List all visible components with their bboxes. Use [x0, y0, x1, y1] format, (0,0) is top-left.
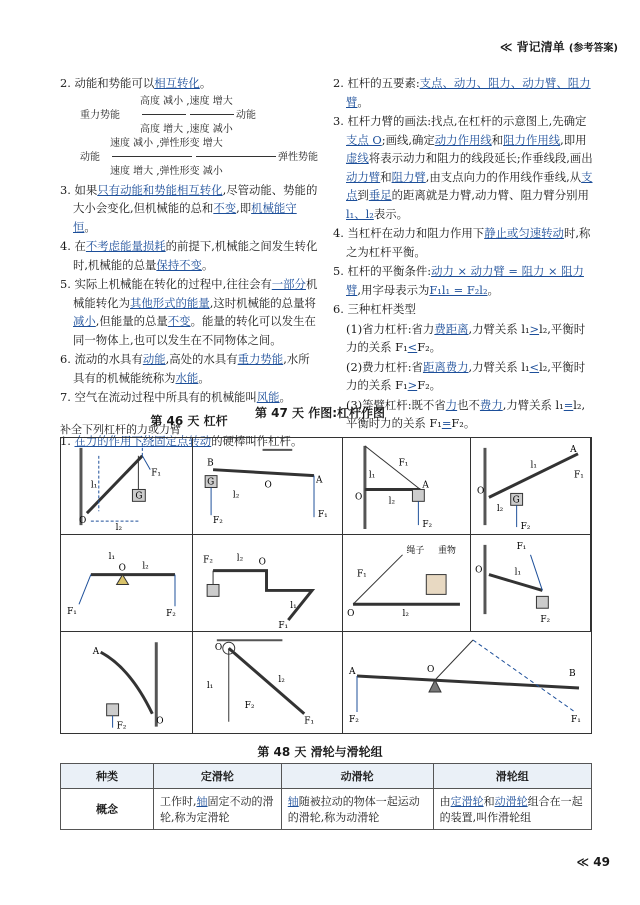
- svg-text:O: O: [118, 563, 126, 574]
- lever-figure-4: [471, 438, 591, 535]
- svg-text:绳子: 绳子: [406, 545, 425, 556]
- lever-figure-8: [471, 535, 591, 632]
- svg-text:l₁: l₁: [514, 567, 522, 578]
- svg-text:l₂: l₂: [142, 561, 149, 572]
- pulley-table-header: [61, 764, 592, 789]
- svg-text:l₂: l₂: [115, 523, 123, 534]
- lever-type-3: (3)等臂杠杆:既不省力也不费力,力臂关系 l₁=l₂,平衡时力的关系 F₁=F₂。: [346, 397, 586, 430]
- svg-text:B: B: [569, 669, 576, 679]
- svg-text:l₂: l₂: [236, 553, 244, 564]
- th-block: 滑轮组: [433, 764, 591, 789]
- svg-text:A: A: [92, 647, 100, 658]
- svg-text:l₁: l₁: [530, 460, 537, 471]
- left-column: [60, 74, 318, 452]
- svg-text:F₂: F₂: [213, 516, 223, 527]
- lever-figure-7: [343, 535, 471, 632]
- svg-text:O: O: [427, 665, 435, 675]
- svg-text:F₂: F₂: [203, 555, 213, 566]
- right-item-3: 3. 杠杆力臂的画法:找点,在杠杆的示意图上,先确定支点 O;画线,确定动力作用线和阻力作用线,即用虚线将表示动力和阻力的线段延长;作垂线段,画出动力臂和阻力臂,由支点向力的作用线作垂线,从支点到垂足的距离就是力臂,动力臂、阻力臂分别用l₁、l₂表示。: [333, 114, 593, 221]
- svg-text:l₁: l₁: [368, 470, 376, 481]
- th-type: 种类: [61, 764, 154, 789]
- svg-text:A: A: [570, 444, 577, 455]
- lever-figure-10: [193, 632, 343, 733]
- svg-text:F₂: F₂: [244, 700, 255, 711]
- day47-heading: 第 47 天 作图:杠杆作图: [254, 406, 386, 420]
- day46-heading: 第 46 天 杠杆: [150, 413, 228, 428]
- svg-text:l₂: l₂: [388, 496, 396, 507]
- pulley-table: [60, 763, 592, 830]
- cell-fixed: 工作时,轴固定不动的滑轮,称为定滑轮: [154, 789, 282, 830]
- svg-text:F₁: F₁: [304, 716, 315, 727]
- svg-text:G: G: [135, 491, 143, 502]
- svg-text:O: O: [264, 480, 272, 491]
- svg-text:O: O: [214, 643, 223, 654]
- header-marks: ≪: [499, 40, 513, 54]
- left-item-4: 4. 在不考虑能量损耗的前提下,机械能之间发生转化时,机械能的总量保持不变。: [60, 239, 318, 272]
- svg-text:F₂: F₂: [116, 721, 127, 732]
- lever-figure-3: [343, 438, 471, 535]
- svg-text:F₁: F₁: [357, 569, 367, 580]
- svg-text:F₂: F₂: [422, 520, 433, 531]
- svg-text:F₁: F₁: [398, 458, 409, 469]
- svg-text:B: B: [207, 458, 214, 469]
- right-item-6-title: 6. 三种杠杆类型: [333, 302, 416, 316]
- svg-text:l₂: l₂: [402, 609, 409, 620]
- svg-text:F₂: F₂: [166, 609, 176, 620]
- svg-text:O: O: [355, 492, 363, 503]
- svg-text:F₁: F₁: [151, 468, 161, 479]
- lever-figure-6: [193, 535, 343, 632]
- page-number: ≪ 49: [576, 855, 610, 869]
- cell-block: 由定滑轮和动滑轮组合在一起的装置,叫作滑轮组: [433, 789, 591, 830]
- pulley-table-row: [61, 789, 592, 830]
- svg-text:O: O: [258, 557, 266, 568]
- lever-type-2: (2)费力杠杆:省距离费力,力臂关系 l₁<l₂,平衡时力的关系 F₁>F₂。: [346, 359, 586, 392]
- lever-figure-grid: [60, 437, 592, 734]
- right-item-2: 2. 杠杆的五要素:支点、动力、阻力、动力臂、阻力臂。: [333, 76, 591, 109]
- left-item-7: 7. 空气在流动过程中所具有的机械能叫风能。: [60, 390, 291, 404]
- svg-text:l₁: l₁: [90, 480, 98, 491]
- lever-figure-2: [193, 438, 343, 535]
- svg-text:F₁: F₁: [278, 621, 289, 631]
- svg-text:O: O: [475, 565, 483, 576]
- svg-text:O: O: [477, 486, 485, 497]
- svg-text:F₁: F₁: [574, 470, 584, 481]
- left-item-5: 5. 实际上机械能在转化的过程中,往往会有一部分机械能转化为其他形式的能量,这时机械能的总量将减小,但能量的总量不变。能量的转化可以发生在同一物体上,也可以发生在不同物体之间。: [60, 277, 318, 347]
- svg-text:l₁: l₁: [108, 551, 116, 562]
- svg-text:A: A: [422, 480, 429, 491]
- day47-caption: 补全下列杠杆的力或力臂: [60, 423, 181, 436]
- left-item-3: 3. 如果只有动能和势能相互转化,尽管动能、势能的大小会变化,但机械能的总和不变,即机械能守恒。: [60, 182, 318, 234]
- day48-heading: 第 48 天 滑轮与滑轮组: [257, 745, 383, 759]
- lever-type-1: (1)省力杠杆:省力费距离,力臂关系 l₁>l₂,平衡时力的关系 F₁<F₂。: [346, 321, 586, 354]
- header-title: 背记清单: [516, 40, 565, 54]
- th-movable: 动滑轮: [281, 764, 433, 789]
- lever-figure-11: [343, 632, 591, 733]
- page-header: [500, 38, 618, 55]
- lever-definition: 1. 在力的作用下绕固定点转动的硬棒叫作杠杆。: [60, 434, 303, 448]
- row-label: 概念: [61, 789, 154, 830]
- header-subtitle: (参考答案): [568, 43, 618, 54]
- svg-text:l₂: l₂: [496, 504, 504, 515]
- svg-text:重物: 重物: [438, 545, 456, 556]
- svg-text:l₁: l₁: [290, 601, 297, 612]
- svg-text:F₁: F₁: [67, 607, 77, 618]
- svg-text:F₂: F₂: [349, 715, 359, 725]
- right-item-4: 4. 当杠杆在动力和阻力作用下静止或匀速转动时,称之为杠杆平衡。: [333, 226, 591, 259]
- svg-text:A: A: [315, 475, 323, 486]
- lever-figure-9: [61, 632, 193, 733]
- svg-text:F₂: F₂: [540, 615, 551, 626]
- svg-text:F₁: F₁: [317, 510, 328, 521]
- svg-text:O: O: [156, 716, 164, 727]
- lever-figure-5: [61, 535, 193, 632]
- svg-text:O: O: [347, 609, 355, 620]
- svg-text:O: O: [78, 516, 87, 527]
- lever-figure-1: [61, 438, 193, 535]
- right-column: [333, 74, 595, 434]
- svg-text:F₂: F₂: [520, 522, 531, 533]
- svg-text:l₁: l₁: [206, 680, 214, 691]
- energy-conversion-diagram: 高度 减小 ,速度 增大 重力势能 动能 高度 增大 ,速度 减小 速度 减小 ,弹性形变 增大 动能 弹性势能 速度 增大 ,弹性形变 减小: [80, 95, 318, 177]
- right-item-5: 5. 杠杆的平衡条件:动力 × 动力臂 = 阻力 × 阻力臂,用字母表示为F₁l₁ = F₂l₂。: [333, 264, 584, 297]
- th-fixed: 定滑轮: [154, 764, 282, 789]
- left-item-2: 2. 动能和势能可以相互转化。: [60, 76, 212, 90]
- svg-text:G: G: [207, 477, 215, 488]
- svg-text:l₂: l₂: [278, 675, 285, 686]
- left-item-6: 6. 流动的水具有动能,高处的水具有重力势能,水所具有的机械能统称为水能。: [60, 352, 310, 385]
- svg-text:A: A: [349, 667, 356, 677]
- svg-text:G: G: [512, 495, 520, 506]
- svg-text:F₁: F₁: [516, 541, 527, 552]
- svg-text:l₂: l₂: [232, 490, 240, 501]
- cell-movable: 轴随被拉动的物体一起运动的滑轮,称为动滑轮: [281, 789, 433, 830]
- svg-text:F₁: F₁: [571, 715, 581, 725]
